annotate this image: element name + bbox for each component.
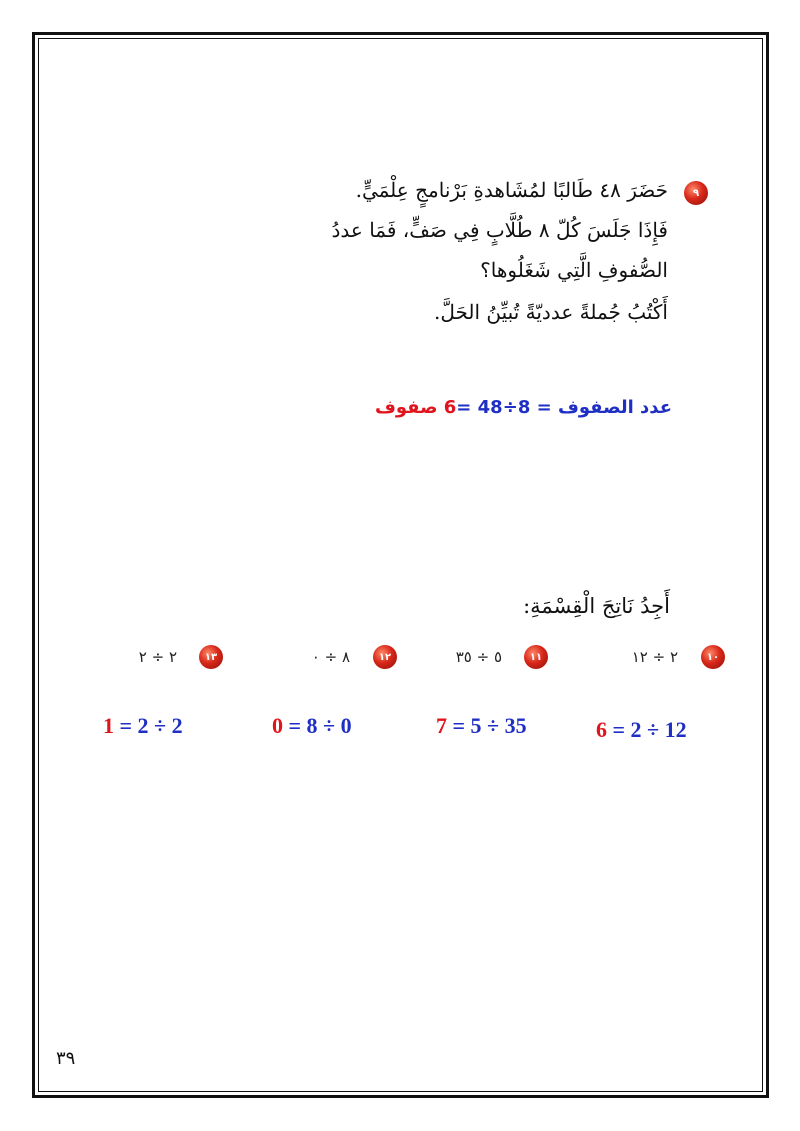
question-9-line-1: حَضَرَ ٤٨ طَالبًا لمُشَاهدةِ بَرْنامجٍ عِلْمَيٍّ. — [355, 178, 668, 202]
problem-13-expression: ٢ ÷ ٢ — [138, 648, 177, 666]
problem-12-badge — [373, 645, 397, 669]
question-9-line-4: أَكْتُبُ جُملةً عدديّةً تُبيِّنُ الحَلَّ. — [433, 300, 668, 324]
problem-12-expression: ٨ ÷ ٠ — [311, 648, 350, 666]
solution-13-expression: = 2 ÷ 2 — [114, 713, 183, 738]
solution-10-expression: = 2 ÷ 12 — [607, 717, 687, 742]
solution-11-result: 7 — [436, 713, 447, 738]
solution-11 — [436, 713, 527, 739]
question-9-line-2: فَإِذَا جَلَسَ كُلّ ٨ طُلَّابٍ فِي صَفٍّ، فَمَا عددُ — [331, 218, 668, 242]
question-9-number: ٩ — [692, 187, 700, 199]
solution-13 — [103, 713, 183, 739]
problem-11-number: ١١ — [529, 651, 543, 663]
problem-10-expression: ٢ ÷ ١٢ — [631, 648, 678, 666]
problem-13-number: ١٣ — [204, 651, 218, 663]
answer-expression: 8÷48 = — [456, 397, 531, 418]
problem-11-badge — [524, 645, 548, 669]
problem-13-badge — [199, 645, 223, 669]
question-9-answer — [375, 397, 672, 418]
division-section-title: أَجِدُ نَاتِجَ الْقِسْمَةِ: — [523, 594, 670, 618]
solution-12-result: 0 — [272, 713, 283, 738]
solution-10-result: 6 — [596, 717, 607, 742]
solution-12 — [272, 713, 352, 739]
solution-12-expression: = 8 ÷ 0 — [283, 713, 352, 738]
question-9-badge — [684, 181, 708, 205]
problem-12-number: ١٢ — [378, 651, 392, 663]
problem-10-badge — [701, 645, 725, 669]
problem-11-expression: ٥ ÷ ٣٥ — [455, 648, 502, 666]
solution-10 — [596, 717, 687, 743]
answer-result: 6 — [443, 397, 457, 418]
question-9-line-3: الصُّفوفِ الَّتِي شَغَلُوها؟ — [480, 258, 668, 282]
answer-unit: صفوف — [374, 397, 438, 418]
solution-13-result: 1 — [103, 713, 114, 738]
problem-10-number: ١٠ — [706, 651, 720, 663]
answer-label: عدد الصفوف = — [536, 397, 672, 418]
solution-11-expression: = 5 ÷ 35 — [447, 713, 527, 738]
page-number: ٣٩ — [56, 1048, 76, 1069]
